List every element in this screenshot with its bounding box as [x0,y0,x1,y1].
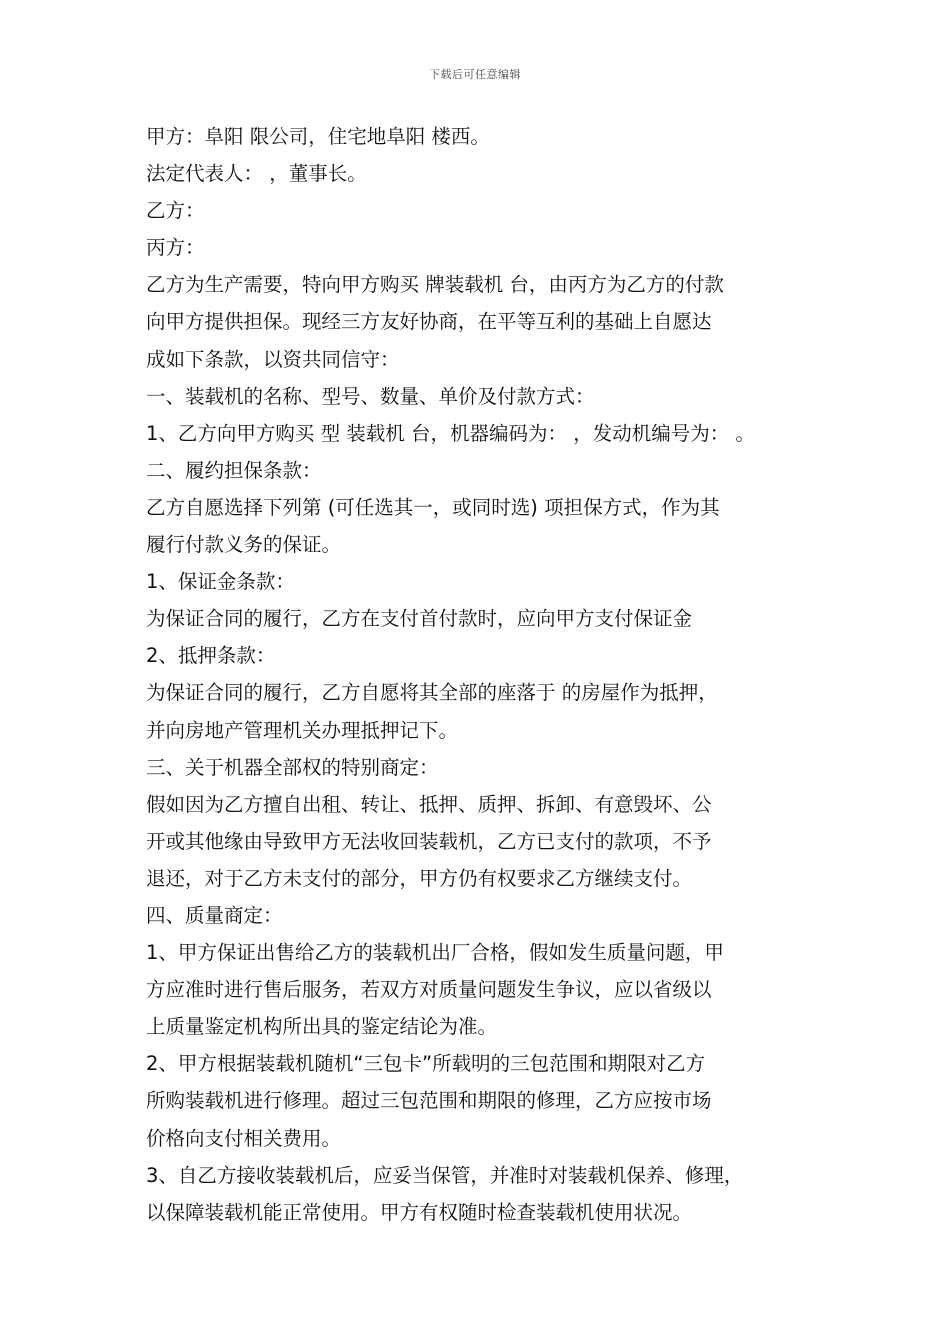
contract-line: 方应准时进行售后服务，若双方对质量问题发生争议，应以省级以 [146,978,712,1002]
contract-line: 并向房地产管理机关办理抵押记下。 [146,718,459,742]
subsection-heading: 1、保证金条款： [146,570,295,594]
contract-line: 1、乙方向甲方购买 型 装载机 台，机器编码为： ，发动机编号为： 。 [146,421,755,445]
contract-line: 向甲方提供担保。现经三方友好协商，在平等互利的基础上自愿达 [146,310,712,334]
contract-line: 假如因为乙方擅自出租、转让、抵押、质押、拆卸、有意毁坏、公 [146,792,712,816]
contract-line: 甲方：阜阳 限公司，住宅地阜阳 楼西。 [146,125,490,148]
contract-line: 成如下条款，以资共同信守： [146,347,400,371]
contract-line: 乙方： [146,199,205,223]
contract-line: 2、甲方根据装载机随机“三包卡”所载明的三包范围和期限对乙方 [146,1052,706,1076]
section-heading: 四、质量商定： [146,903,283,927]
contract-line: 乙方自愿选择下列第 (可任选其一，或同时选) 项担保方式，作为其 [146,495,720,519]
contract-line: 法定代表人： ，董事长。 [146,162,367,186]
contract-line: 开或其他缘由导致甲方无法收回装载机，乙方已支付的款项，不予 [146,829,712,853]
contract-line: 1、甲方保证出售给乙方的装载机出厂合格，假如发生质量问题，甲 [146,941,724,965]
section-heading: 三、关于机器全部权的特别商定： [146,755,439,779]
contract-line: 为保证合同的履行，乙方在支付首付款时，应向甲方支付保证金 [146,607,693,631]
contract-line: 所购装载机进行修理。超过三包范围和期限的修理，乙方应按市场 [146,1089,712,1113]
contract-line: 丙方： [146,236,205,260]
contract-line: 价格向支付相关费用。 [146,1126,342,1150]
contract-line: 以保障装载机能正常使用。甲方有权随时检查装载机使用状况。 [146,1200,693,1224]
section-heading: 一、装载机的名称、型号、数量、单价及付款方式： [146,384,595,408]
subsection-heading: 2、抵押条款： [146,644,276,668]
section-heading: 二、履约担保条款： [146,458,322,482]
contract-line: 退还，对于乙方未支付的部分，甲方仍有权要求乙方继续支付。 [146,866,693,890]
header-note: 下载后可任意编辑 [429,68,521,81]
contract-line: 为保证合同的履行，乙方自愿将其全部的座落于 的房屋作为抵押， [146,681,718,705]
contract-line: 上质量鉴定机构所出具的鉴定结论为准。 [146,1015,498,1039]
contract-line: 履行付款义务的保证。 [146,533,342,557]
contract-body [146,118,826,1231]
contract-line: 乙方为生产需要，特向甲方购买 牌装载机 台，由丙方为乙方的付款 [146,273,724,297]
contract-line: 3、自乙方接收装载机后，应妥当保管，并准时对装载机保养、修理， [146,1163,744,1187]
